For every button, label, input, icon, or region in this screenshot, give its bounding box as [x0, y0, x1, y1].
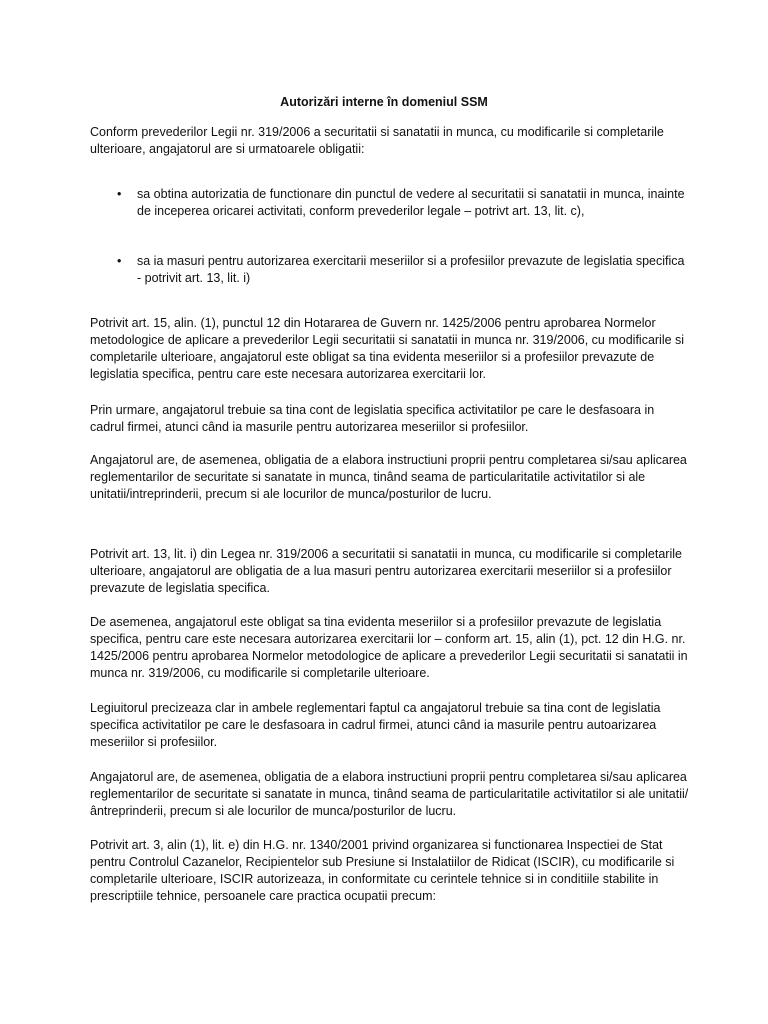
body-paragraph: Prin urmare, angajatorul trebuie sa tina cont de legislatia specifica activitatilor pe care le desfasoara in cadrul firmei, atunci când ia masurile pentru autorizarea meseriilor si profesiilor. — [90, 403, 655, 434]
document-title: Autorizări interne în domeniul SSM — [280, 95, 488, 109]
body-paragraph: Angajatorul are, de asemenea, obligatia de a elabora instructiuni proprii pentru completarea si/sau aplicarea reglementarilor de securitate si sanatate in munca, tinând seama de particularitatile activitatilor si ale unitatii/ântreprinderii, precum si ale locurilor de munca/posturilor de lucru. — [90, 770, 689, 818]
bullet-marker: • — [117, 187, 122, 201]
body-paragraph: Potrivit art. 3, alin (1), lit. e) din H.G. nr. 1340/2001 privind organizarea si functionarea Inspectiei de Stat pentru Controlul Cazanelor, Recipientelor sub Presiune si Instalatiilor de Ridicat (ISCIR), cu modificarile si completarile ulterioare, ISCIR autorizeaza, in conformitate cu cerintele tehnice si in conditiile stabilite in prescriptiile tehnice, persoanele care practica ocupatii precum: — [90, 838, 675, 903]
bullet-text: sa obtina autorizatia de functionare din punctul de vedere al securitatii si sanatatii in munca, inainte de inceperea oricarei activitati, conform prevederilor legale – potrivt art. 13, lit. c), — [137, 187, 685, 218]
bullet-text: sa ia masuri pentru autorizarea exercitarii meseriilor si a profesiilor prevazute de legislatia specifica - potrivit art. 13, lit. i) — [137, 254, 685, 285]
body-paragraph: Potrivit art. 13, lit. i) din Legea nr. 319/2006 a securitatii si sanatatii in munca, cu modificarile si completarile ulterioare, angajatorul are obligatia de a lua masuri pentru autorizarea exercitarii meseriilor si a profesiilor prevazute de legislatia specifica. — [90, 547, 682, 595]
intro-paragraph: Conform prevederilor Legii nr. 319/2006 a securitatii si sanatatii in munca, cu modificarile si completarile ulterioare, angajatorul are si urmatoarele obligatii: — [90, 125, 664, 156]
body-paragraph: Legiuitorul precizeaza clar in ambele reglementari faptul ca angajatorul trebuie sa tina cont de legislatia specifica activitatilor pe care le desfasoara in cadrul firmei, atunci când ia masurile pentru autoarizarea meseriilor si profesiilor. — [90, 701, 661, 749]
body-paragraph: De asemenea, angajatorul este obligat sa tina evidenta meseriilor si a profesiilor prevazute de legislatia specifica, pentru care este necesara autorizarea exercitarii lor – conform art. 15, alin (1), pct. 12 din H.G. nr. 1425/2006 pentru aprobarea Normelor metodologice de aplicare a prevederilor Legii securitatii si sanatatii in munca nr. 319/2006, cu modificarile si completarile ulterioare. — [90, 615, 688, 680]
bullet-marker: • — [117, 254, 122, 268]
body-paragraph: Angajatorul are, de asemenea, obligatia de a elabora instructiuni proprii pentru completarea si/sau aplicarea reglementarilor de securitate si sanatate in munca, tinând seama de particularitatile activitatilor si ale unitatii/intreprinderii, precum si ale locurilor de munca/posturilor de lucru. — [90, 453, 687, 501]
body-paragraph: Potrivit art. 15, alin. (1), punctul 12 din Hotararea de Guvern nr. 1425/2006 pentru aprobarea Normelor metodologice de aplicare a prevederilor Legii securitatii si sanatatii in munca nr. 319/2006, cu modificarile si completarile ulterioare, angajatorul este obligat sa tina evidenta meseriilor si a profesiilor prevazute de legislatia specifica, pentru care este necesara autorizarea exercitarii lor. — [90, 316, 685, 381]
